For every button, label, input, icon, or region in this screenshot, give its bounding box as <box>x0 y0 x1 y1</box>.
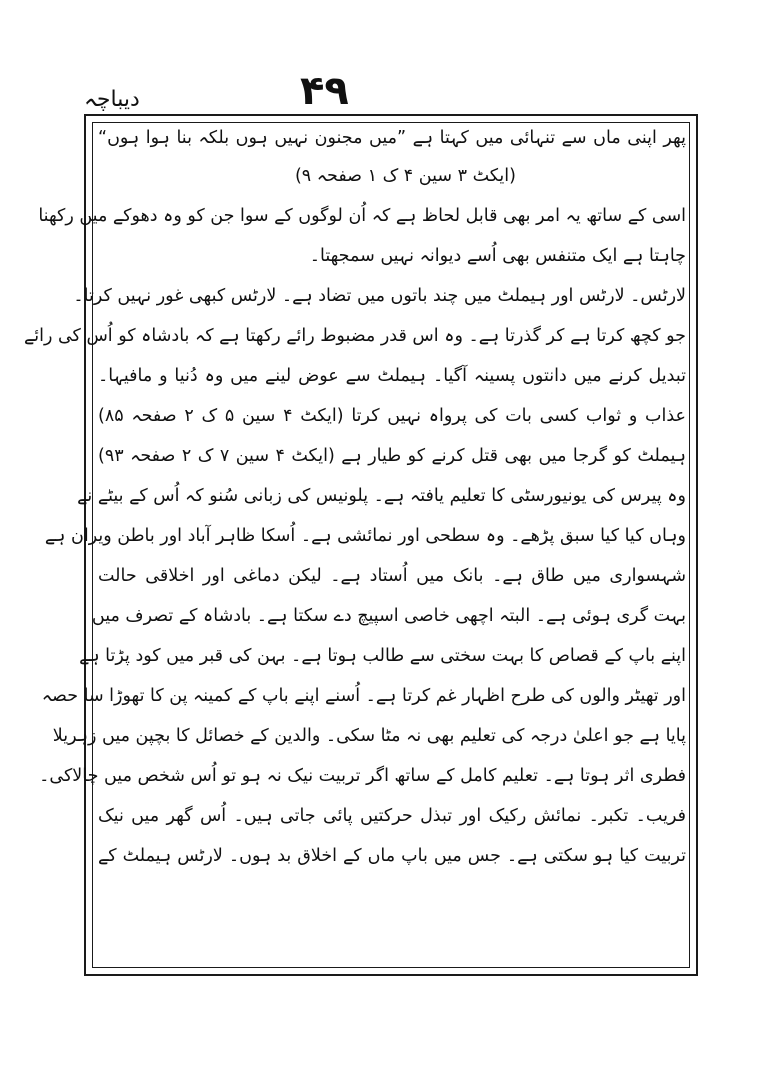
text-line: جو کچھ کرتا ہے کر گذرتا ہے۔ وہ اس قدر مضبوط رائے رکھتا ہے کہ بادشاہ کو اُس کی رائے <box>23 326 686 346</box>
text-line: وہ پیرس کی یونیورسٹی کا تعلیم یافتہ ہے۔ پلونیس کی زبانی سُنو کہ اُس کے بیٹے نے <box>77 486 686 506</box>
text-line: عذاب و ثواب کسی بات کی پرواہ نہیں کرتا (ایکٹ ۴ سین ۵ ک ۲ صفحہ ۸۵) <box>98 406 686 426</box>
body-text <box>23 120 686 876</box>
page-number: ۴۹ <box>300 68 349 114</box>
text-line: ہیملٹ کو گرجا میں بھی قتل کرنے کو طیار ہے (ایکٹ ۴ سین ۷ ک ۲ صفحہ ۹۳) <box>98 446 686 466</box>
running-head: دیباچہ <box>84 87 140 112</box>
text-line: وہاں کیا کیا سبق پڑھے۔ وہ سطحی اور نمائشی ہے۔ اُسکا ظاہر آباد اور باطن ویران ہے <box>44 526 686 546</box>
text-line: اسی کے ساتھ یہ امر بھی قابل لحاظ ہے کہ اُن لوگوں کے سوا جن کو وہ دھوکے میں رکھنا <box>38 206 686 226</box>
text-line: اور تھیٹر والوں کی طرح اظہار غم کرتا ہے۔ اُسنے اپنے باپ کے کمینہ پن کا تھوڑا سا حصہ <box>41 686 686 706</box>
text-line: تبدیل کرنے میں دانتوں پسینہ آگیا۔ ہیملٹ سے عوض لینے میں وہ دُنیا و مافیہا۔ <box>98 366 686 386</box>
text-line: تربیت کیا ہو سکتی ہے۔ جس میں باپ ماں کے اخلاق بد ہوں۔ لارٹس ہیملٹ کے <box>98 846 686 866</box>
text-line: (ایکٹ ۳ سین ۴ ک ۱ صفحہ ۹) <box>294 166 516 186</box>
text-line: فطری اثر ہوتا ہے۔ تعلیم کامل کے ساتھ اگر تربیت نیک نہ ہو تو اُس شخص میں چالاکی۔ <box>39 766 686 786</box>
text-line: بہت گری ہوئی ہے۔ البتہ اچھی خاصی اسپیچ دے سکتا ہے۔ بادشاہ کے تصرف میں <box>91 606 686 626</box>
text-line: شہسواری میں طاق ہے۔ بانک میں اُستاد ہے۔ لیکن دماغی اور اخلاقی حالت <box>98 566 686 586</box>
text-line: فریب۔ تکبر۔ نمائش رکیک اور تبذل حرکتیں پائی جاتی ہیں۔ اُس گھر میں نیک <box>98 806 686 826</box>
text-line: اپنے باپ کے قصاص کا بہت سختی سے طالب ہوتا ہے۔ بہن کی قبر میں کود پڑتا ہے <box>79 646 686 666</box>
text-line: پھر اپنی ماں سے تنہائی میں کہتا ہے ”میں مجنون نہیں ہوں بلکہ بنا ہوا ہوں“ <box>98 128 686 148</box>
text-line: چاہتا ہے ایک متنفس بھی اُسے دیوانہ نہیں سمجھتا۔ <box>309 246 686 266</box>
text-line: پایا ہے جو اعلیٰ درجہ کی تعلیم بھی نہ مٹا سکی۔ والدین کے خصائل کا بچپن میں زہریلا <box>52 726 686 746</box>
text-line: لارٹس۔ لارٹس اور ہیملٹ میں چند باتوں میں تضاد ہے۔ لارٹس کبھی غور نہیں کرتا۔ <box>73 286 686 306</box>
